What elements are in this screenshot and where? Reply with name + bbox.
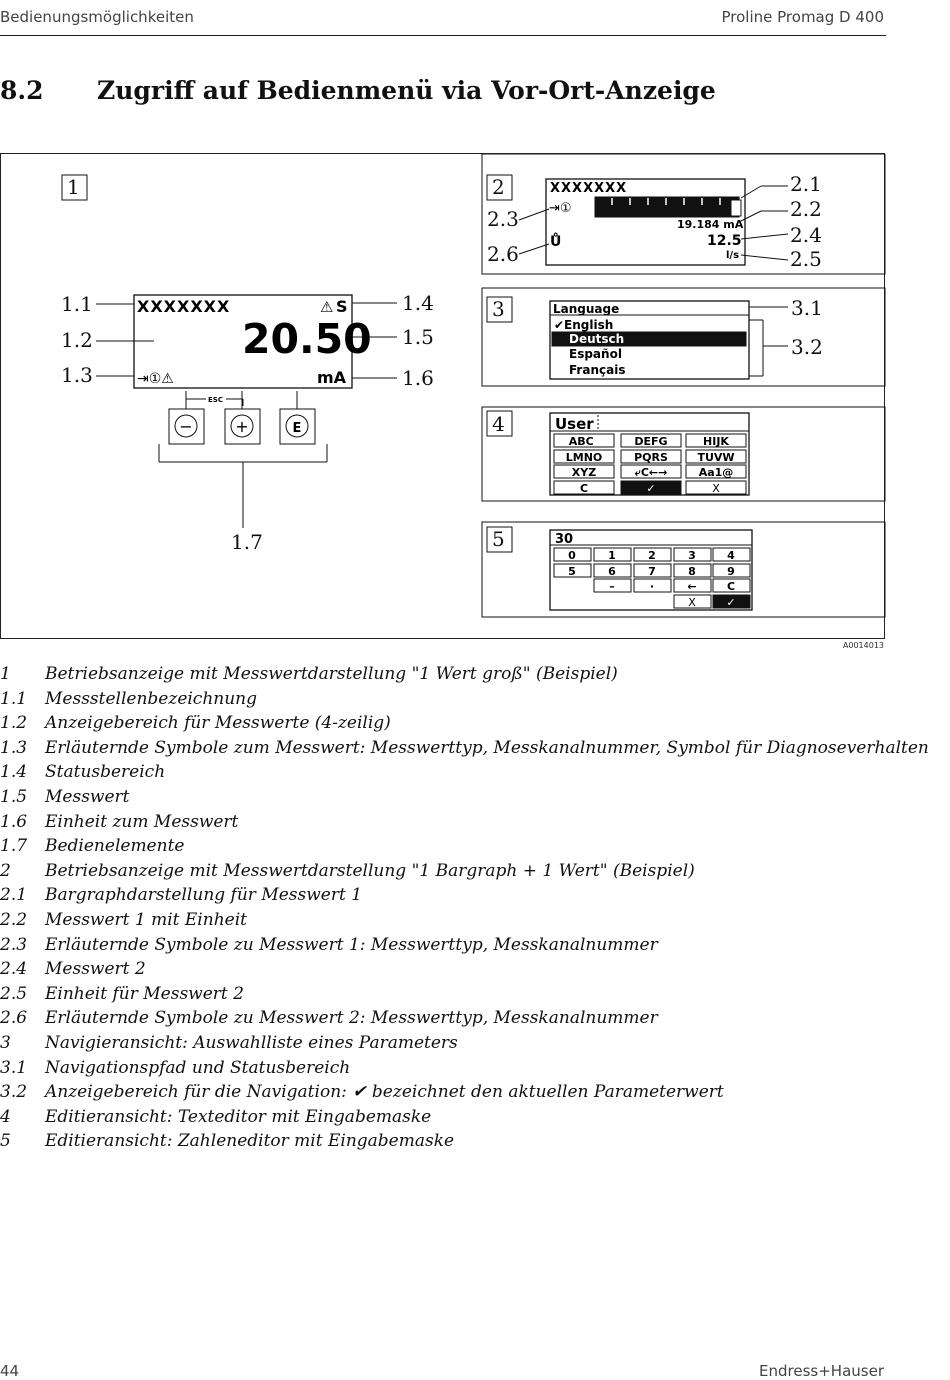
panel1-key-plus-label: + — [235, 417, 249, 436]
panel1-key-enter-label: E — [292, 421, 302, 436]
legend-row — [0, 689, 900, 714]
panel4-frame — [482, 407, 885, 501]
legend-text: Betriebsanzeige mit Messwertdarstellung "1 Bargraph + 1 Wert" (Beispiel) — [45, 860, 695, 881]
panel4-box-label: 4 — [492, 412, 505, 436]
legend-row — [0, 885, 900, 910]
panel4-key-defg: DEFG — [634, 435, 668, 448]
legend-row — [0, 1008, 900, 1033]
legend-key: 3.2 — [0, 1082, 28, 1103]
legend-row — [0, 935, 900, 960]
legend-key: 2.3 — [0, 934, 28, 955]
legend-row — [0, 861, 900, 886]
panel4-key-hijk: HIJK — [703, 435, 729, 448]
panel5-key-back: ← — [687, 580, 697, 593]
legend-row — [0, 984, 900, 1009]
panel4-key-cancel: X — [712, 482, 720, 495]
callout-2-1: 2.1 — [790, 172, 822, 196]
legend-key: 1.4 — [0, 762, 28, 783]
panel5-key-clear: C — [726, 580, 736, 593]
panel5-box-label: 5 — [492, 527, 505, 551]
legend-row — [0, 836, 900, 861]
legend-text: Erläuternde Symbole zu Messwert 1: Messwerttyp, Messkanalnummer — [45, 934, 658, 955]
legend-text: Messstellenbezeichnung — [45, 688, 258, 709]
legend-text: Einheit für Messwert 2 — [45, 983, 244, 1004]
panel3-item-deutsch: Deutsch — [569, 332, 625, 346]
legend-row — [0, 713, 900, 738]
callout-1-7: 1.7 — [231, 530, 263, 554]
header-left: Bedienungsmöglichkeiten — [0, 8, 194, 26]
section-title: Zugriff auf Bedienmenü via Vor-Ort-Anzeige — [97, 76, 716, 105]
legend-key: 1.6 — [0, 811, 28, 832]
legend-text: Navigationspfad und Statusbereich — [45, 1057, 351, 1078]
legend-text: Einheit zum Messwert — [45, 811, 239, 832]
legend-key: 2 — [0, 860, 11, 881]
figure-drawing — [1, 154, 886, 640]
legend-text: Messwert 1 mit Einheit — [45, 909, 247, 930]
legend-text: Statusbereich — [45, 762, 166, 783]
panel2-symbols-1: ⇥① — [549, 201, 572, 216]
legend-text: Messwert — [45, 786, 130, 807]
legend-key: 1 — [0, 664, 11, 684]
callout-1-3: 1.3 — [61, 363, 93, 387]
legend-text: Messwert 2 — [45, 959, 146, 980]
legend-key: 4 — [0, 1106, 11, 1127]
warning-icon: ⚠ — [320, 298, 334, 316]
panel5-key-5: 5 — [568, 565, 576, 578]
legend-row — [0, 737, 929, 763]
panel2-symbols-2: Ů — [550, 234, 562, 250]
panel5-key-dot: · — [649, 580, 655, 593]
page-number: 44 — [0, 1362, 20, 1380]
panel5-frame — [482, 522, 885, 617]
header-rule — [0, 35, 886, 36]
legend-key: 1.3 — [0, 737, 28, 758]
figure-id: A0014013 — [842, 641, 884, 650]
panel3-item-english: ✔English — [554, 318, 614, 332]
panel3-item-espanol: Español — [569, 347, 622, 361]
legend-text: Erläuternde Symbole zum Messwert: Messwerttyp, Messkanalnummer, Symbol für Diagnoseverhalten — [45, 737, 929, 758]
legend-key: 1.7 — [0, 836, 28, 857]
panel2-value1: 19.184 mA — [677, 218, 744, 231]
panel1-value: 20.50 — [242, 315, 372, 363]
legend-key: 1.1 — [0, 688, 28, 709]
legend-key: 3.1 — [0, 1057, 28, 1078]
panel1-unit: mA — [317, 368, 347, 387]
callout-3-1: 3.1 — [791, 296, 823, 320]
panel3-path: Language — [553, 302, 620, 316]
callout-2-5: 2.5 — [790, 247, 822, 271]
legend-text: Editieransicht: Texteditor mit Eingabemaske — [45, 1106, 432, 1127]
panel5-key-6: 6 — [608, 565, 616, 578]
legend-text: Betriebsanzeige mit Messwertdarstellung "1 Wert groß" (Beispiel) — [45, 664, 618, 684]
legend-text: Navigieransicht: Auswahlliste eines Parameters — [45, 1032, 458, 1053]
legend-row — [0, 1058, 900, 1083]
header-right: Proline Promag D 400 — [721, 8, 884, 26]
panel4-key-xyz: XYZ — [571, 466, 597, 479]
legend-row — [0, 787, 900, 812]
panel4-key-edit: ⤶C←→ — [634, 466, 668, 479]
legend-key: 1.5 — [0, 786, 28, 807]
panel4-field: User — [555, 415, 594, 433]
legend-key: 2.1 — [0, 885, 28, 906]
callout-2-6: 2.6 — [487, 242, 519, 266]
panel5-key-2: 2 — [648, 549, 656, 562]
legend-text: Bedienelemente — [45, 836, 185, 857]
panel5-key-7: 7 — [648, 565, 656, 578]
panel2-value2: 12.5 — [707, 233, 742, 249]
legend-row — [0, 664, 900, 689]
legend-row — [0, 762, 900, 787]
panel5-key-3: 3 — [688, 549, 696, 562]
legend-row — [0, 910, 900, 935]
callout-2-2: 2.2 — [790, 197, 822, 221]
panel5-field: 30 — [555, 532, 574, 547]
legend-key: 1.2 — [0, 713, 28, 734]
panel2-bargraph — [595, 197, 739, 217]
legend-row — [0, 959, 900, 984]
legend-key: 5 — [0, 1131, 11, 1152]
callout-2-4: 2.4 — [790, 223, 822, 247]
legend-text: Anzeigebereich für die Navigation: ✔ bezeichnet den aktuellen Parameterwert — [45, 1082, 724, 1103]
callout-1-4: 1.4 — [402, 291, 434, 315]
figure-legend — [0, 664, 929, 1156]
legend-row — [0, 1082, 900, 1107]
legend-text: Bargraphdarstellung für Messwert 1 — [45, 885, 363, 906]
panel4-key-abc: ABC_ — [568, 435, 600, 448]
panel5-key-1: 1 — [608, 549, 616, 562]
panel5-key-minus: – — [609, 580, 615, 593]
panel1-symbols: ⇥①⚠ — [137, 371, 174, 387]
footer-brand: Endress+Hauser — [759, 1362, 884, 1380]
panel5-key-cancel: X — [688, 596, 696, 609]
callout-1-2: 1.2 — [61, 328, 93, 352]
panel4-key-case: Aa1@ — [698, 466, 734, 479]
panel5-key-8: 8 — [688, 565, 696, 578]
legend-row — [0, 812, 900, 837]
panel5-key-4: 4 — [727, 549, 735, 562]
legend-key: 3 — [0, 1032, 11, 1053]
legend-key: 2.4 — [0, 959, 28, 980]
panel4-key-confirm: ✓ — [646, 482, 656, 495]
legend-row — [0, 1131, 900, 1156]
callout-3-2: 3.2 — [791, 335, 823, 359]
legend-key: 2.5 — [0, 983, 28, 1004]
legend-key: 2.6 — [0, 1008, 28, 1029]
panel2-box-label: 2 — [492, 175, 505, 199]
callout-1-6: 1.6 — [402, 366, 434, 390]
callout-1-1: 1.1 — [61, 292, 93, 316]
panel3-item-francais: Français — [569, 363, 626, 377]
panel2-tag: XXXXXXX — [550, 181, 628, 196]
legend-text: Anzeigebereich für Messwerte (4-zeilig) — [45, 713, 391, 734]
panel4-key-clear: C — [579, 482, 589, 495]
panel5-key-9: 9 — [727, 565, 735, 578]
panel2-unit2: l/s — [726, 250, 740, 261]
panel1-box-label: 1 — [67, 175, 80, 199]
legend-text: Editieransicht: Zahleneditor mit Eingabemaske — [45, 1131, 455, 1152]
panel3-box-label: 3 — [492, 297, 505, 321]
callout-1-5: 1.5 — [402, 325, 434, 349]
panel5-key-0: 0 — [568, 549, 576, 562]
section-number: 8.2 — [0, 76, 44, 105]
panel5-key-confirm: ✓ — [726, 596, 736, 609]
panel4-key-lmno: LMNO — [565, 451, 603, 464]
figure-display-views — [0, 153, 885, 639]
panel4-key-pqrs: PQRS — [634, 451, 668, 464]
panel1-esc-label: ESC — [208, 396, 223, 404]
panel1-key-minus-label: − — [179, 417, 193, 436]
panel1-tag: XXXXXXX — [137, 297, 231, 316]
legend-text: Erläuternde Symbole zu Messwert 2: Messwerttyp, Messkanalnummer — [45, 1008, 658, 1029]
legend-key: 2.2 — [0, 909, 28, 930]
callout-2-3: 2.3 — [487, 207, 519, 231]
legend-row — [0, 1107, 900, 1132]
panel1-status: S — [336, 297, 348, 316]
panel4-key-tuvw: TUVW — [697, 451, 735, 464]
legend-row — [0, 1033, 900, 1058]
